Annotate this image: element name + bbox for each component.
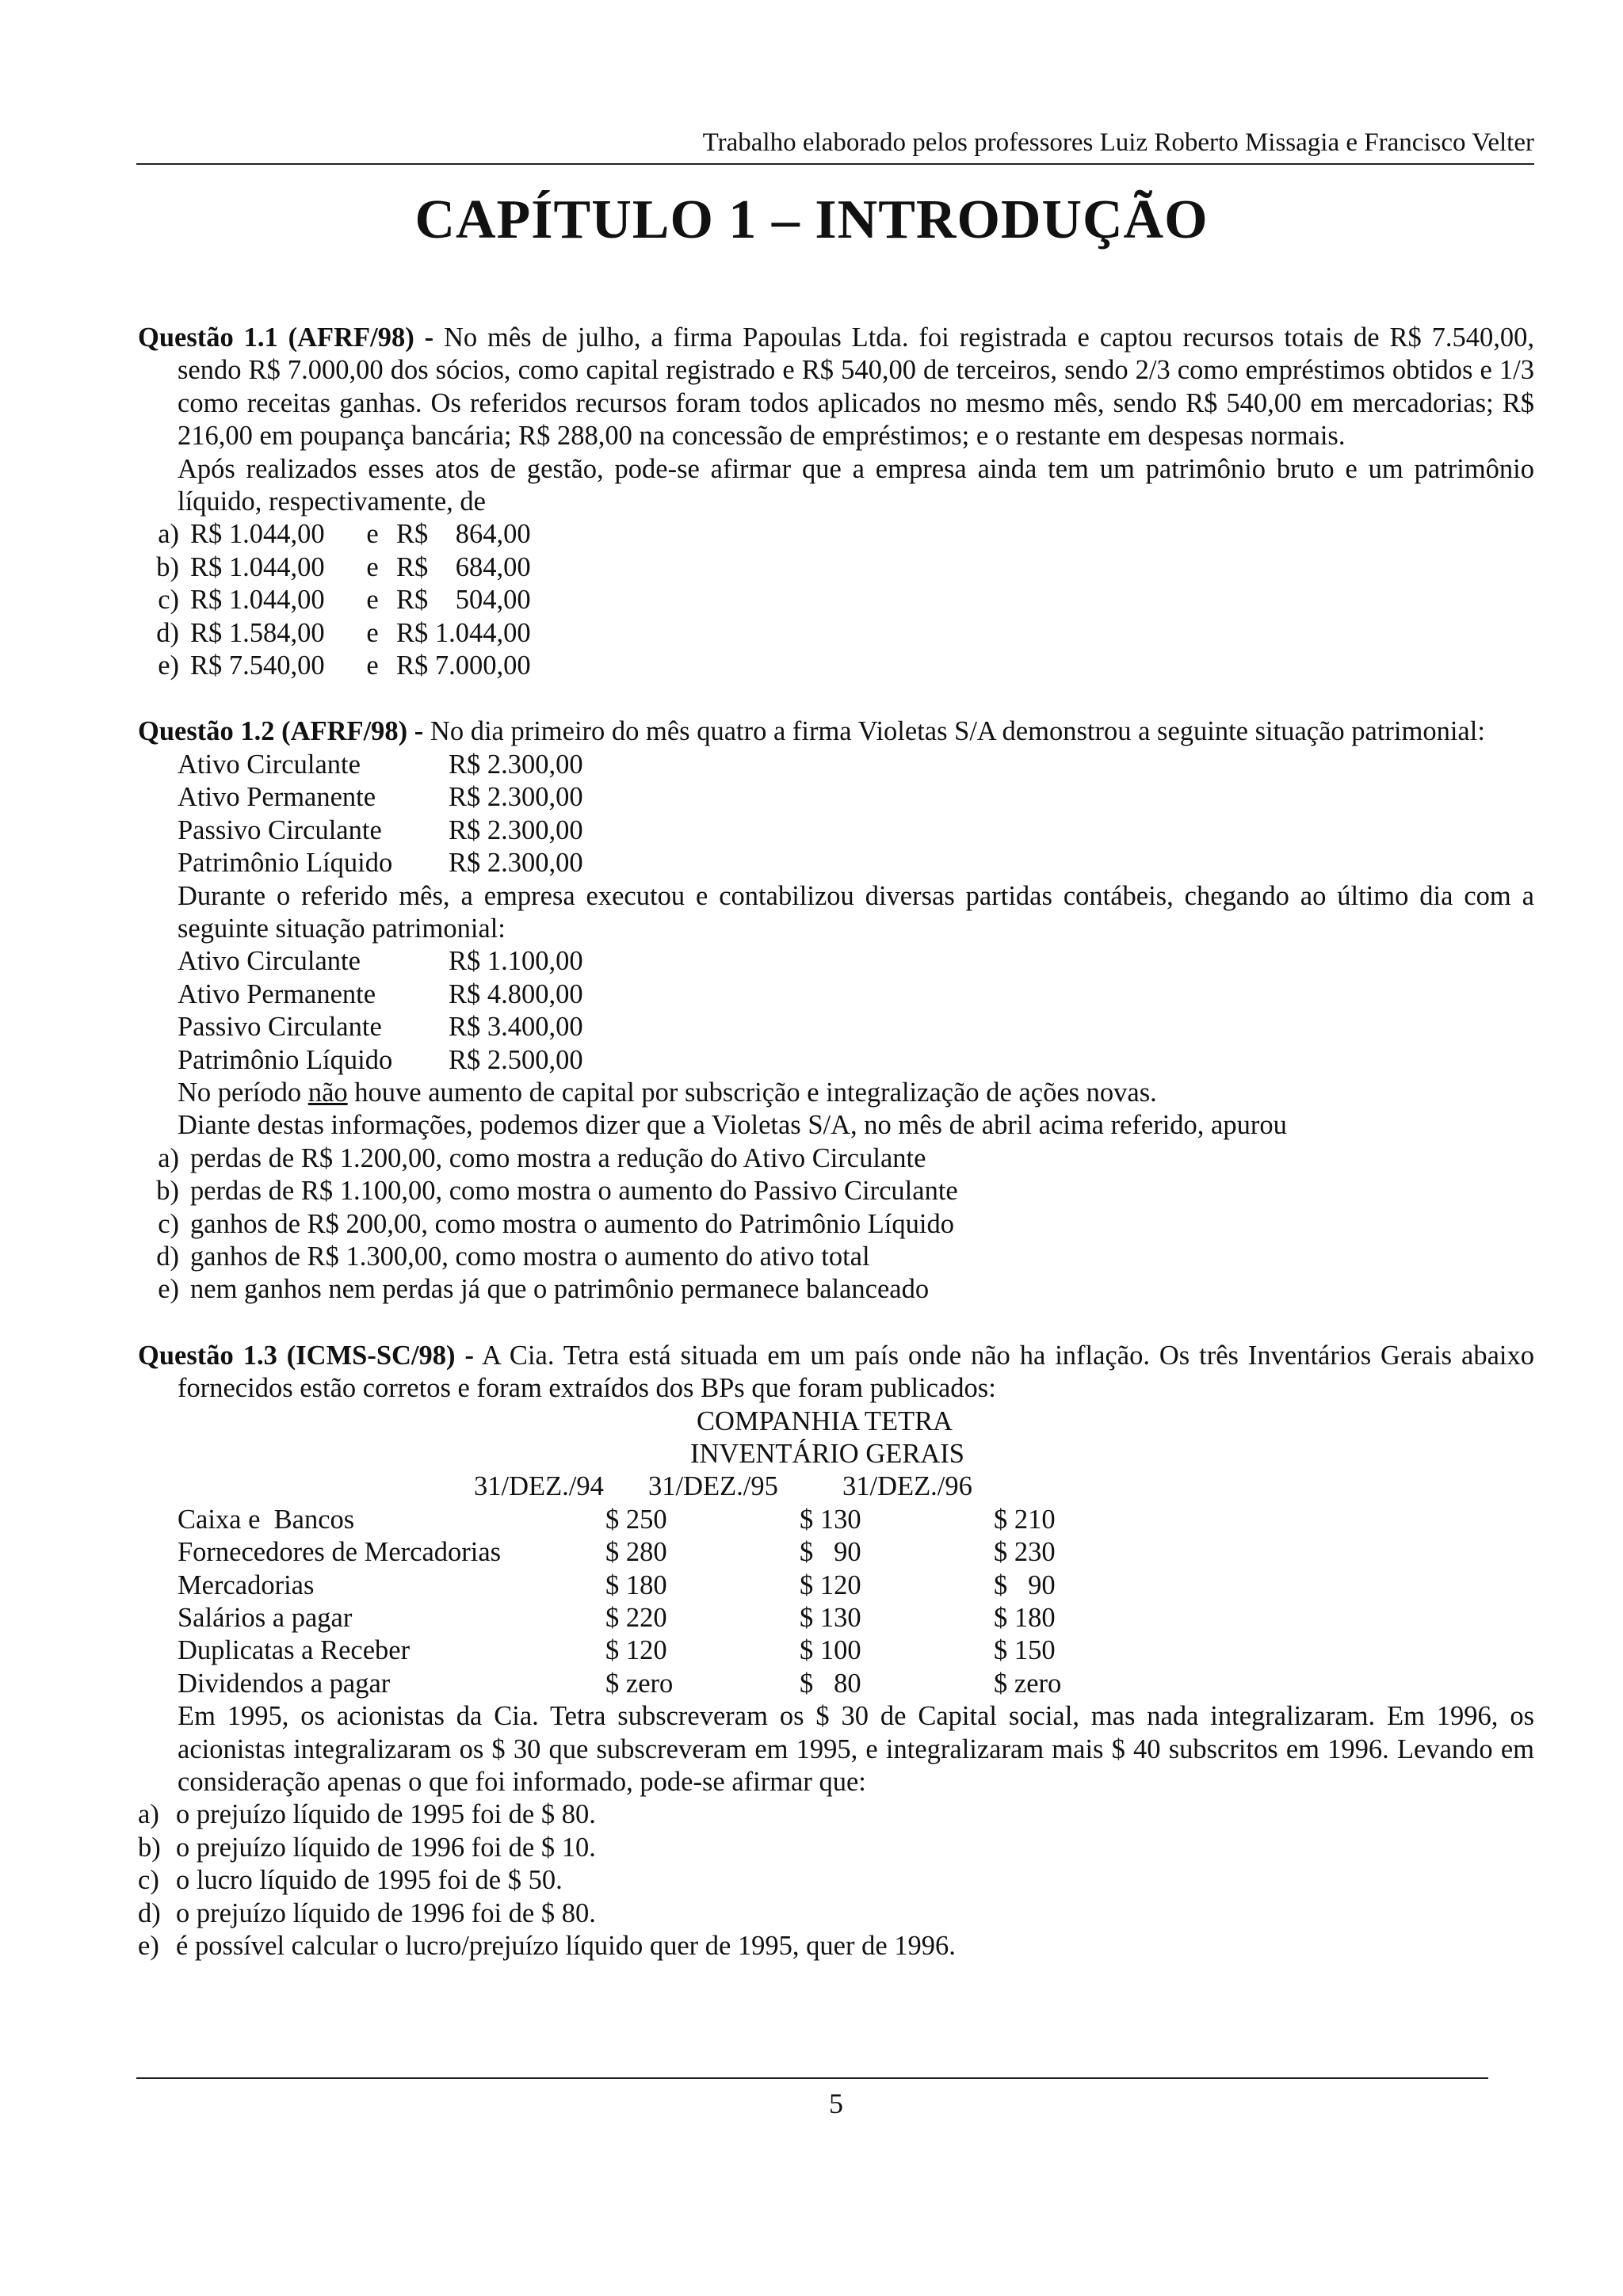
question-1-1 xyxy=(138,322,1534,682)
question-1-3-prompt: Em 1995, os acionistas da Cia. Tetra subscreveram os $ 30 de Capital social, mas nada integralizaram. Em 1996, os acionistas integralizaram os $ 30 que subscreveram em 1995, e integralizaram mais $ 40 subscritos em 1996. Levando em consideração apenas o que foi informado, pode-se afirmar que: xyxy=(178,1701,1534,1798)
question-1-1-text: No mês de julho, a firma Papoulas Ltda. foi registrada e captou recursos totais de R$ 7.540,00, sendo R$ 7.000,00 dos sócios, como capital registrado e R$ 540,00 de terceiros, sendo 2/3 como empréstimos obtidos e 1/3 como receitas ganhas. Os referidos recursos foram todos aplicados no mesmo mês, sendo R$ 540,00 em mercadorias; R$ 216,00 em poupança bancária; R$ 288,00 na concessão de empréstimos; e o restante em despesas normais. xyxy=(178,322,1534,452)
question-1-2-option-b: b) perdas de R$ 1.100,00, como mostra o aumento do Passivo Circulante xyxy=(156,1176,958,1207)
column-header: 31/DEZ./96 xyxy=(842,1471,972,1502)
question-1-1-option-b: b) R$ 1.044,00 e R$ 684,00 xyxy=(156,551,531,582)
position1-row: Ativo Circulante R$ 2.300,00 xyxy=(178,749,583,780)
running-header: Trabalho elaborado pelos professores Luiz Roberto Missagia e Francisco Velter xyxy=(702,128,1534,157)
question-1-2-intro xyxy=(138,715,1534,748)
question-1-2-option-a: a) perdas de R$ 1.200,00, como mostra a redução do Ativo Circulante xyxy=(158,1142,926,1173)
table-row: Salários a pagar $ 220 $ 130 $ 180 xyxy=(178,1603,1056,1634)
footer-rule xyxy=(136,2077,1488,2079)
question-1-2-text: No dia primeiro do mês quatro a firma Violetas S/A demonstrou a seguinte situação patrimonial: xyxy=(430,716,1485,747)
question-1-1-option-a: a) R$ 1.044,00 e R$ 864,00 xyxy=(158,519,531,550)
question-1-3-option-d: d) o prejuízo líquido de 1996 foi de $ 80. xyxy=(138,1897,596,1928)
table-header-row xyxy=(138,1470,1534,1503)
question-1-1-label: Questão 1.1 (AFRF/98) - xyxy=(138,322,434,353)
header-rule xyxy=(136,163,1534,165)
table-row: Caixa e Bancos $ 250 $ 130 $ 210 xyxy=(178,1504,1056,1535)
position2-row: Ativo Circulante R$ 1.100,00 xyxy=(178,946,583,977)
question-1-1-option-c: c) R$ 1.044,00 e R$ 504,00 xyxy=(158,585,531,616)
table-subtitle: INVENTÁRIO GERAIS xyxy=(690,1439,964,1469)
table-row: Mercadorias $ 180 $ 120 $ 90 xyxy=(178,1569,1056,1600)
question-1-3-option-b: b) o prejuízo líquido de 1996 foi de $ 10. xyxy=(138,1832,596,1863)
chapter-title: CAPÍTULO 1 – INTRODUÇÃO xyxy=(414,189,1209,250)
table-title: COMPANHIA TETRA xyxy=(697,1405,953,1436)
question-1-2-option-c: c) ganhos de R$ 200,00, como mostra o aumento do Patrimônio Líquido xyxy=(158,1208,954,1239)
question-1-3-option-e: e) é possível calcular o lucro/prejuízo líquido quer de 1995, quer de 1996. xyxy=(138,1931,956,1962)
position2-row: Patrimônio Líquido R$ 2.500,00 xyxy=(178,1044,583,1075)
question-1-1-intro xyxy=(138,322,1534,453)
question-1-3-label: Questão 1.3 (ICMS-SC/98) - xyxy=(138,1340,474,1371)
question-1-2-label: Questão 1.2 (AFRF/98) - xyxy=(138,716,424,747)
question-1-3-option-c: c) o lucro líquido de 1995 foi de $ 50. xyxy=(138,1865,563,1896)
question-1-3-option-a: a) o prejuízo líquido de 1995 foi de $ 80. xyxy=(138,1799,596,1830)
content xyxy=(138,322,1534,1963)
question-1-2 xyxy=(138,715,1534,1306)
question-1-3-text: A Cia. Tetra está situada em um país onde não ha inflação. Os três Inventários Gerais abaixo fornecidos estão corretos e foram extraídos dos BPs que foram publicados: xyxy=(178,1340,1535,1404)
question-1-1-option-d: d) R$ 1.584,00 e R$ 1.044,00 xyxy=(156,617,531,648)
table-row: Dividendos a pagar $ zero $ 80 $ zero xyxy=(178,1668,1062,1699)
position1-row: Passivo Circulante R$ 2.300,00 xyxy=(178,814,583,845)
question-1-1-prompt: Após realizados esses atos de gestão, pode-se afirmar que a empresa ainda tem um patrimônio bruto e um patrimônio líquido, respectivamente, de xyxy=(178,453,1534,517)
question-1-2-note: No período não houve aumento de capital por subscrição e integralização de ações novas. xyxy=(178,1077,1157,1108)
question-1-2-prompt: Diante destas informações, podemos dizer que a Violetas S/A, no mês de abril acima referido, apurou xyxy=(178,1110,1287,1141)
column-header: 31/DEZ./95 xyxy=(648,1471,778,1502)
question-1-2-option-d: d) ganhos de R$ 1.300,00, como mostra o aumento do ativo total xyxy=(156,1241,870,1272)
position1-row: Ativo Permanente R$ 2.300,00 xyxy=(178,782,583,813)
question-1-2-option-e: e) nem ganhos nem perdas já que o patrimônio permanece balanceado xyxy=(158,1274,930,1305)
question-1-1-option-e: e) R$ 7.540,00 e R$ 7.000,00 xyxy=(158,650,531,681)
position2-row: Passivo Circulante R$ 3.400,00 xyxy=(178,1012,583,1043)
table-row: Duplicatas a Receber $ 120 $ 100 $ 150 xyxy=(178,1635,1056,1666)
position2-row: Ativo Permanente R$ 4.800,00 xyxy=(178,978,583,1009)
table-row: Fornecedores de Mercadorias $ 280 $ 90 $ 230 xyxy=(178,1537,1056,1568)
column-header: 31/DEZ./94 xyxy=(474,1471,604,1502)
question-1-3 xyxy=(138,1340,1534,1963)
question-1-2-middle-text: Durante o referido mês, a empresa executou e contabilizou diversas partidas contábeis, chegando ao último dia com a seguinte situação patrimonial: xyxy=(178,880,1534,944)
question-1-3-intro xyxy=(138,1340,1534,1405)
page-number: 5 xyxy=(829,2088,843,2119)
position1-row: Patrimônio Líquido R$ 2.300,00 xyxy=(178,848,583,879)
